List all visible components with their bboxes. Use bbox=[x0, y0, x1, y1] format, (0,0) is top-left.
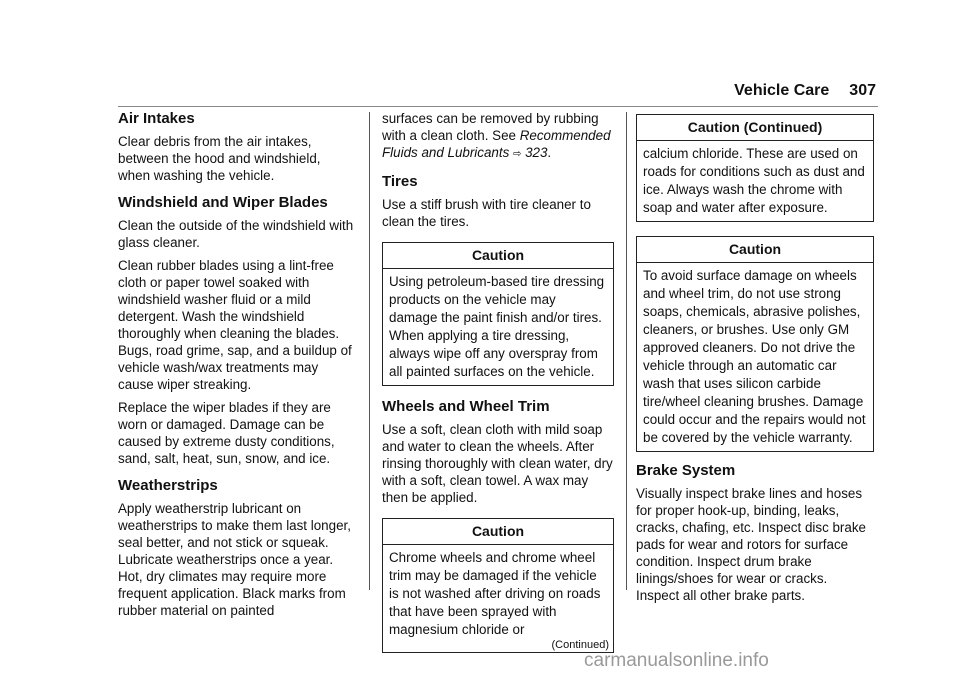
header-rule bbox=[118, 106, 878, 107]
watermark: carmanualsonline.info bbox=[584, 650, 769, 671]
column-3 bbox=[636, 110, 874, 610]
caution-title: Caution bbox=[637, 237, 873, 263]
wheels-text: Use a soft, clean cloth with mild soap and water to clean the wheels. After rinsing thoroughly with clean water, dry with a soft, clean towel. A wax may then be applied. bbox=[382, 422, 613, 505]
column-1 bbox=[118, 110, 356, 625]
caution-text: To avoid surface damage on wheels and wheel trim, do not use strong soaps, chemicals, abrasive polishes, cleaners, or brushes. Use only GM approved cleaners. Do not drive the vehicle through an automatic car wash that uses silicon carbide tire/wheel cleaning brushes. Damage could occur and the repairs would not be covered by the vehicle warranty. bbox=[643, 268, 866, 445]
caution-title: Caution bbox=[383, 519, 613, 545]
page-reference-arrow-icon: ⇨ bbox=[513, 148, 522, 160]
brake-text: Visually inspect brake lines and hoses for proper hook-up, binding, leaks, cracks, chafing, etc. Inspect disc brake pads for wear and rotors for surface condition. Inspect drum brake linings/shoes for wear or cracks. Inspect all other brake parts. bbox=[636, 486, 866, 603]
caution-box-chrome-wheels bbox=[382, 518, 614, 653]
windshield-text-3: Replace the wiper blades if they are worn or damaged. Damage can be caused by extreme dusty conditions, sand, salt, heat, sun, snow, and ice. bbox=[118, 400, 335, 466]
caution-title: Caution (Continued) bbox=[637, 115, 873, 141]
caution-text: calcium chloride. These are used on roads for conditions such as dust and ice. Always wash the chrome with soap and water after exposure. bbox=[643, 146, 865, 215]
heading-windshield: Windshield and Wiper Blades bbox=[118, 194, 328, 211]
cross-reference-link[interactable]: Recommended Fluids and Lubricants bbox=[382, 128, 611, 160]
column-divider-2 bbox=[626, 112, 627, 590]
windshield-text-1: Clean the outside of the windshield with glass cleaner. bbox=[118, 218, 354, 250]
column-divider-1 bbox=[369, 112, 370, 590]
tires-text: Use a stiff brush with tire cleaner to clean the tires. bbox=[382, 197, 591, 229]
caution-text: Using petroleum-based tire dressing products on the vehicle may damage the paint finish and/or tires. When applying a tire dressing, always wipe off any overspray from all painted surfaces on the vehicle. bbox=[389, 274, 605, 379]
caution-title: Caution bbox=[383, 243, 613, 269]
caution-text: Chrome wheels and chrome wheel trim may be damaged if the vehicle is not washed after driving on roads that have been sprayed with magnesium chloride or bbox=[389, 550, 601, 637]
continued-text: surfaces can be removed by rubbing with a clean cloth. See bbox=[382, 111, 599, 143]
continued-end: . bbox=[547, 145, 552, 160]
caution-box-tire-dressing bbox=[382, 242, 614, 386]
weatherstrips-text: Apply weatherstrip lubricant on weatherstrips to make them last longer, seal better, and not stick or squeak. Lubricate weatherstrips once a year. Hot, dry climates may require more frequent application. Black marks from rubber material on painted bbox=[118, 501, 351, 618]
heading-weatherstrips: Weatherstrips bbox=[118, 477, 218, 494]
page-header bbox=[726, 82, 876, 100]
section-title: Vehicle Care bbox=[734, 82, 830, 99]
air-intakes-text: Clear debris from the air intakes, between the hood and windshield, when washing the vehicle. bbox=[118, 134, 321, 183]
page-number: 307 bbox=[849, 82, 876, 99]
heading-brake-system: Brake System bbox=[636, 462, 736, 479]
continued-label: (Continued) bbox=[551, 639, 609, 651]
heading-air-intakes: Air Intakes bbox=[118, 110, 195, 127]
heading-tires: Tires bbox=[382, 173, 418, 190]
column-2 bbox=[382, 110, 614, 663]
cross-reference-page[interactable]: 323 bbox=[525, 145, 548, 160]
caution-box-wheel-cleaning bbox=[636, 236, 874, 452]
caution-box-continued bbox=[636, 114, 874, 222]
windshield-text-2: Clean rubber blades using a lint-free cloth or paper towel soaked with windshield washer fluid or a mild detergent. Wash the windshield thoroughly when cleaning the blades. Bugs, road grime, sap, and a buildup of vehicle wash/wax treatments may cause wiper streaking. bbox=[118, 258, 352, 392]
heading-wheels: Wheels and Wheel Trim bbox=[382, 398, 550, 415]
continued-paragraph bbox=[382, 110, 614, 163]
